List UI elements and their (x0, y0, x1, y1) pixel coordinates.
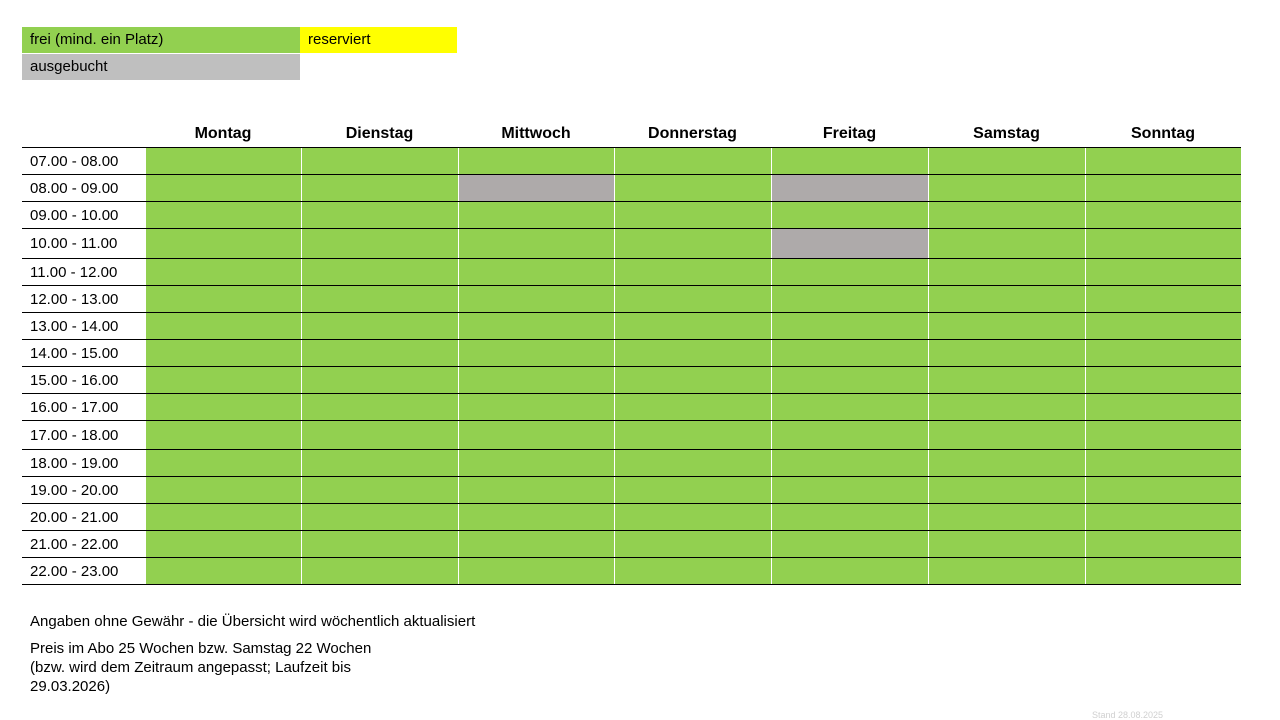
slot-cell-free[interactable] (614, 558, 771, 584)
slot-cell-free[interactable] (771, 477, 928, 503)
slot-cell-free[interactable] (928, 259, 1085, 285)
slot-cell-free[interactable] (1085, 558, 1241, 584)
time-slot-label: 09.00 - 10.00 (30, 206, 119, 224)
table-row (22, 286, 1241, 313)
table-row (22, 504, 1241, 531)
legend-free: frei (mind. ein Platz) (22, 27, 300, 53)
slot-cell-free[interactable] (145, 531, 301, 557)
disclaimer-note: Angaben ohne Gewähr - die Übersicht wird wöchentlich aktualisiert (30, 613, 476, 630)
slot-cell-free[interactable] (928, 202, 1085, 228)
slot-cell-free[interactable] (614, 340, 771, 366)
slot-cell-free[interactable] (145, 421, 301, 449)
table-row (22, 421, 1241, 450)
time-slot-label: 15.00 - 16.00 (30, 371, 119, 389)
slot-cell-free[interactable] (614, 202, 771, 228)
slot-cell-free[interactable] (614, 229, 771, 258)
slot-cell-free[interactable] (771, 421, 928, 449)
slot-cell-free[interactable] (458, 229, 614, 258)
table-row (22, 229, 1241, 259)
table-row (22, 175, 1241, 202)
slot-cell-free[interactable] (458, 286, 614, 312)
slot-cell-free[interactable] (145, 286, 301, 312)
slot-cell-free[interactable] (458, 148, 614, 174)
time-slot-label: 14.00 - 15.00 (30, 344, 119, 362)
slot-cell-free[interactable] (771, 286, 928, 312)
slot-cell-free[interactable] (771, 340, 928, 366)
slot-cell-free[interactable] (145, 450, 301, 476)
slot-cell-free[interactable] (145, 394, 301, 420)
slot-cell-free[interactable] (928, 421, 1085, 449)
slot-cell-free[interactable] (928, 175, 1085, 201)
slot-cell-free[interactable] (301, 175, 458, 201)
slot-cell-free[interactable] (928, 229, 1085, 258)
slot-cell-free[interactable] (771, 504, 928, 530)
time-slot-label: 13.00 - 14.00 (30, 317, 119, 335)
slot-cell-free[interactable] (771, 531, 928, 557)
time-slot-label: 18.00 - 19.00 (30, 454, 119, 472)
slot-cell-free[interactable] (145, 148, 301, 174)
slot-cell-free[interactable] (145, 229, 301, 258)
slot-cell-free[interactable] (145, 259, 301, 285)
slot-cell-free[interactable] (614, 450, 771, 476)
slot-cell-free[interactable] (145, 504, 301, 530)
slot-cell-free[interactable] (771, 450, 928, 476)
slot-cell-free[interactable] (1085, 421, 1241, 449)
slot-cell-free[interactable] (928, 477, 1085, 503)
slot-cell-free[interactable] (1085, 313, 1241, 339)
slot-cell-free[interactable] (614, 313, 771, 339)
day-header: Donnerstag (648, 125, 737, 142)
slot-cell-free[interactable] (145, 558, 301, 584)
slot-cell-free[interactable] (771, 367, 928, 393)
slot-cell-free[interactable] (771, 148, 928, 174)
time-slot-label: 10.00 - 11.00 (30, 235, 118, 252)
slot-cell-free[interactable] (614, 477, 771, 503)
slot-cell-free[interactable] (145, 175, 301, 201)
day-header: Dienstag (345, 125, 414, 142)
table-row (22, 202, 1241, 229)
slot-cell-free[interactable] (771, 313, 928, 339)
legend-reserved: reserviert (300, 27, 457, 53)
slot-cell-free[interactable] (301, 286, 458, 312)
time-slot-label: 16.00 - 17.00 (30, 398, 119, 416)
slot-cell-free[interactable] (928, 313, 1085, 339)
time-slot-label: 20.00 - 21.00 (30, 508, 119, 526)
slot-cell-free[interactable] (614, 367, 771, 393)
slot-cell-free[interactable] (458, 421, 614, 449)
day-header: Mittwoch (501, 125, 571, 142)
slot-cell-free[interactable] (928, 148, 1085, 174)
slot-cell-free[interactable] (458, 504, 614, 530)
table-row (22, 477, 1241, 504)
slot-cell-booked[interactable] (458, 175, 614, 201)
slot-cell-free[interactable] (145, 340, 301, 366)
slot-cell-free[interactable] (928, 340, 1085, 366)
day-header: Sonntag (1131, 125, 1195, 142)
slot-cell-free[interactable] (458, 340, 614, 366)
slot-cell-free[interactable] (301, 202, 458, 228)
slot-cell-free[interactable] (614, 148, 771, 174)
price-note: Preis im Abo 25 Wochen bzw. Samstag 22 Wochen (bzw. wird dem Zeitraum angepasst; Laufzeit bis 29.03.2026) (30, 640, 372, 695)
day-header: Montag (194, 125, 252, 142)
day-header: Samstag (973, 125, 1040, 142)
time-slot-label: 08.00 - 09.00 (30, 179, 119, 197)
slot-cell-free[interactable] (1085, 504, 1241, 530)
table-row (22, 259, 1241, 286)
slot-cell-free[interactable] (771, 558, 928, 584)
slot-cell-free[interactable] (301, 504, 458, 530)
slot-cell-free[interactable] (771, 202, 928, 228)
slot-cell-free[interactable] (458, 313, 614, 339)
slot-cell-free[interactable] (928, 450, 1085, 476)
slot-cell-free[interactable] (301, 367, 458, 393)
stand-date: Stand 28.08.2025 (1092, 710, 1164, 720)
slot-cell-free[interactable] (145, 477, 301, 503)
slot-cell-free[interactable] (458, 477, 614, 503)
slot-cell-free[interactable] (458, 259, 614, 285)
slot-cell-booked[interactable] (771, 229, 928, 258)
table-row (22, 148, 1241, 175)
slot-cell-free[interactable] (301, 531, 458, 557)
slot-cell-free[interactable] (614, 394, 771, 420)
table-row (22, 394, 1241, 421)
time-slot-label: 21.00 - 22.00 (30, 535, 119, 553)
slot-cell-free[interactable] (145, 313, 301, 339)
slot-cell-free[interactable] (301, 229, 458, 258)
time-slot-label: 22.00 - 23.00 (30, 562, 119, 580)
slot-cell-free[interactable] (1085, 175, 1241, 201)
table-row (22, 558, 1241, 585)
slot-cell-free[interactable] (1085, 340, 1241, 366)
slot-cell-free[interactable] (928, 558, 1085, 584)
slot-cell-free[interactable] (458, 367, 614, 393)
table-row (22, 531, 1241, 558)
slot-cell-free[interactable] (145, 367, 301, 393)
legend-booked: ausgebucht (22, 54, 300, 80)
slot-cell-free[interactable] (458, 394, 614, 420)
table-row (22, 367, 1241, 394)
slot-cell-free[interactable] (301, 477, 458, 503)
slot-cell-free[interactable] (614, 504, 771, 530)
slot-cell-free[interactable] (1085, 202, 1241, 228)
table-row (22, 313, 1241, 340)
table-row (22, 450, 1241, 477)
slot-cell-free[interactable] (1085, 394, 1241, 420)
slot-cell-free[interactable] (458, 450, 614, 476)
slot-cell-free[interactable] (458, 202, 614, 228)
slot-cell-free[interactable] (1085, 286, 1241, 312)
slot-cell-free[interactable] (928, 531, 1085, 557)
slot-cell-free[interactable] (1085, 229, 1241, 258)
slot-cell-free[interactable] (614, 175, 771, 201)
slot-cell-free[interactable] (145, 202, 301, 228)
slot-cell-free[interactable] (458, 531, 614, 557)
time-slot-label: 17.00 - 18.00 (30, 426, 119, 444)
table-row (22, 340, 1241, 367)
time-slot-label: 07.00 - 08.00 (30, 152, 119, 170)
slot-cell-free[interactable] (928, 394, 1085, 420)
time-slot-label: 12.00 - 13.00 (30, 290, 119, 308)
slot-cell-free[interactable] (301, 421, 458, 449)
slot-cell-free[interactable] (928, 367, 1085, 393)
slot-cell-free[interactable] (301, 394, 458, 420)
slot-cell-free[interactable] (301, 558, 458, 584)
slot-cell-free[interactable] (614, 531, 771, 557)
slot-cell-free[interactable] (771, 394, 928, 420)
time-slot-label: 11.00 - 12.00 (30, 263, 118, 281)
slot-cell-free[interactable] (301, 313, 458, 339)
slot-cell-free[interactable] (1085, 148, 1241, 174)
slot-cell-free[interactable] (1085, 367, 1241, 393)
slot-cell-free[interactable] (614, 421, 771, 449)
slot-cell-free[interactable] (1085, 450, 1241, 476)
slot-cell-free[interactable] (301, 259, 458, 285)
slot-cell-free[interactable] (301, 450, 458, 476)
slot-cell-free[interactable] (928, 286, 1085, 312)
slot-cell-free[interactable] (928, 504, 1085, 530)
slot-cell-booked[interactable] (771, 175, 928, 201)
slot-cell-free[interactable] (614, 286, 771, 312)
slot-cell-free[interactable] (458, 558, 614, 584)
slot-cell-free[interactable] (301, 340, 458, 366)
slot-cell-free[interactable] (301, 148, 458, 174)
time-slot-label: 19.00 - 20.00 (30, 481, 119, 499)
day-header: Freitag (822, 125, 877, 142)
slot-cell-free[interactable] (1085, 531, 1241, 557)
slot-cell-free[interactable] (1085, 259, 1241, 285)
slot-cell-free[interactable] (771, 259, 928, 285)
slot-cell-free[interactable] (1085, 477, 1241, 503)
slot-cell-free[interactable] (614, 259, 771, 285)
